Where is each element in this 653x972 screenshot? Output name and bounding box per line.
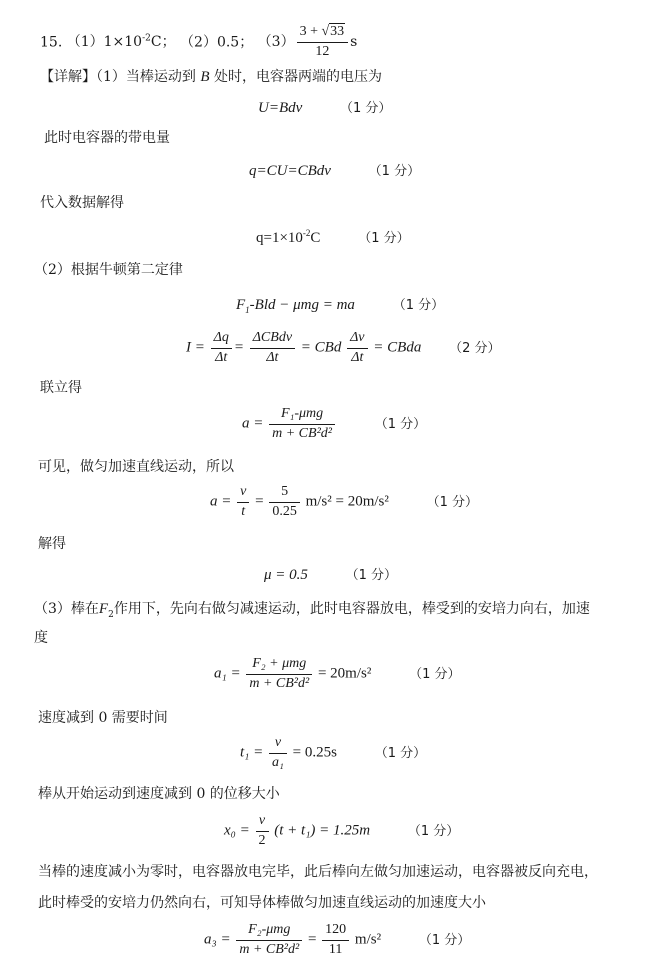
- answer-1-unit: C；: [150, 34, 176, 51]
- score-charge-value: （1 分）: [358, 231, 410, 246]
- eq-accel-frac: [269, 406, 335, 443]
- eq-current-rhs: = CBda: [373, 339, 422, 356]
- eq-current: I = $\frac{\Delta q}{\Delta t}$ = $\frac{\text{ΔCBdv}}{\Delta t}$ = CBd $\frac{\Delta v}{\Delta t}$ = CBda （2 分）: [186, 330, 501, 365]
- eq-x0-frac: [256, 813, 269, 850]
- eq-current-frac1-den: Δt: [215, 349, 228, 365]
- score-t1: （1 分）: [374, 745, 427, 761]
- answer-3: [257, 24, 358, 59]
- eq-current-lhs: I =: [186, 339, 205, 356]
- answer-2: （2）0.5；: [180, 34, 254, 51]
- eq-current-mid: = CBd: [300, 339, 342, 356]
- answer-3-sqrt: 33: [330, 24, 345, 39]
- text-solve: 解得: [38, 536, 66, 552]
- score-kinematic: （1 分）: [426, 494, 479, 510]
- text-displacement: 棒从开始运动到速度减到 0 的位移大小: [38, 786, 280, 802]
- part3-a: （3）棒在: [34, 601, 99, 617]
- eq-accel: [242, 406, 426, 443]
- eq-a3-frac2: [322, 922, 349, 959]
- eq-current-frac2: [250, 330, 295, 367]
- text-line1: 当棒的速度减小为零时，电容器放电完毕，此后棒向左做匀加速运动，电容器被反向充电，: [38, 864, 598, 880]
- eq-current-frac3: [347, 330, 367, 367]
- text-part3: [34, 600, 590, 621]
- score-charge: （1 分）: [368, 164, 421, 179]
- eq-a3-num: F₂-μmg: [236, 922, 302, 941]
- eq-x0-num: v: [256, 813, 269, 832]
- eq-kinematic: [210, 484, 478, 521]
- part3-sub: 2: [108, 609, 114, 620]
- eq-current-frac3-num: Δv: [347, 330, 367, 349]
- eq-a3-lhs: a₃ =: [204, 931, 231, 948]
- eq-newton-f: F: [236, 297, 246, 313]
- eq-current-frac2-num: ΔCBdv: [250, 330, 295, 349]
- eq-x0-rhs: (t + t₁) = 1.25m: [274, 822, 371, 839]
- eq-a1-rhs: = 20m/s²: [317, 665, 372, 682]
- detail-intro-text: （1）当棒运动到: [96, 69, 196, 85]
- eq-current-frac3-den: Δt: [351, 349, 364, 365]
- eq-kin-rhs: m/s² = 20m/s²: [305, 493, 389, 510]
- text-combine: 联立得: [40, 380, 82, 396]
- text-part3-cont: 度: [34, 630, 48, 646]
- detail-tag: 【详解】: [40, 69, 96, 85]
- eq-t1-den: a₁: [272, 754, 284, 770]
- score-current: （2 分）: [449, 340, 501, 356]
- eq-t1-rhs: = 0.25s: [292, 744, 337, 761]
- detail-intro-end: 处时，电容器两端的电压为: [214, 69, 382, 85]
- answer-1-exp: -2: [142, 33, 151, 44]
- eq-accel-num: F₁-μmg: [269, 406, 335, 425]
- score-accel: （1 分）: [374, 416, 427, 432]
- score-x0: （1 分）: [407, 823, 460, 839]
- eq-kin-frac2: [269, 484, 300, 521]
- question-number: 15.: [40, 34, 63, 51]
- eq-newton-rest: -Bld − μmg = ma: [249, 297, 355, 313]
- eq-current-frac1-num: Δq: [211, 330, 232, 349]
- eq-kin-frac2-den: 0.25: [272, 503, 297, 519]
- eq-charge-text: q=CU=CBdv: [249, 163, 331, 179]
- eq-newton: [236, 296, 444, 316]
- part3-var: F: [98, 601, 109, 617]
- answer-3-unit: s: [350, 34, 358, 51]
- detail-intro-var: B: [200, 69, 210, 85]
- eq-charge-value: [256, 228, 410, 247]
- score-newton: （1 分）: [392, 298, 445, 313]
- eq-voltage: [258, 99, 391, 117]
- text-time-to-zero: 速度减到 0 需要时间: [38, 710, 168, 726]
- answer-summary: [40, 24, 357, 61]
- eq-t1-frac: [269, 735, 287, 772]
- eq-kin-frac1-num: v: [237, 484, 249, 503]
- text-charge-intro: 此时电容器的带电量: [44, 130, 170, 146]
- eq-a3-frac: [236, 922, 302, 959]
- eq-a1-den: m + CB²d²: [249, 675, 310, 691]
- eq-a3-unit: m/s²: [354, 931, 382, 948]
- eq-t1-lhs: t₁ =: [240, 744, 264, 761]
- part3-b: 作用下，先向右做匀减速运动，此时电容器放电，棒受到的安培力向右，加速: [113, 601, 590, 617]
- eq-mu: [264, 566, 397, 584]
- eq-mu-text: μ = 0.5: [264, 567, 308, 583]
- score-voltage: （1 分）: [340, 101, 392, 116]
- eq-accel-lhs: a =: [242, 415, 264, 432]
- eq-kin-lhs: a =: [210, 493, 232, 510]
- eq-current-frac1: [211, 330, 232, 367]
- eq-charge-value-text: q=1×10: [256, 230, 303, 246]
- text-substitute: 代入数据解得: [40, 195, 124, 211]
- score-a1: （1 分）: [409, 666, 461, 682]
- eq-x0: [224, 813, 459, 850]
- eq-a1-num: F₂ + μmg: [246, 656, 312, 675]
- text-kinematic: 可见，做匀加速直线运动，所以: [38, 459, 234, 475]
- score-a3: （1 分）: [418, 932, 471, 948]
- eq-voltage-text: U=Bdv: [258, 100, 303, 116]
- eq-x0-lhs: x₀ =: [224, 822, 250, 839]
- eq-a3-frac2-den: 11: [328, 941, 343, 957]
- eq-t1-num: v: [269, 735, 287, 754]
- answer-1-text: （1）1×10: [66, 34, 143, 51]
- eq-a1-lhs: a₁ =: [214, 665, 241, 682]
- eq-charge-value-unit: C: [310, 230, 321, 246]
- answer-3-numerator: 3 + √33: [297, 24, 349, 43]
- eq-a3-frac2-num: 120: [322, 922, 349, 941]
- eq-charge-value-exp: -2: [302, 228, 311, 238]
- eq-a1: [214, 656, 460, 693]
- score-mu: （1 分）: [345, 568, 398, 583]
- detail-intro: [40, 68, 382, 86]
- eq-a1-frac: [246, 656, 312, 693]
- answer-1: [67, 34, 176, 50]
- answer-3-fraction: [297, 24, 349, 61]
- answer-3-label: （3）: [257, 34, 295, 51]
- eq-current-frac2-den: Δt: [266, 349, 279, 365]
- eq-accel-den: m + CB²d²: [272, 425, 332, 441]
- eq-a3-eq: =: [307, 931, 317, 948]
- eq-kin-frac1-den: t: [241, 503, 246, 519]
- eq-t1: [240, 735, 426, 772]
- answer-3-denominator: 12: [315, 43, 330, 59]
- eq-a3-den: m + CB²d²: [239, 941, 300, 957]
- eq-x0-den: 2: [258, 832, 266, 848]
- text-line2: 此时棒受的安培力仍然向右，可知导体棒做匀加速直线运动的加速度大小: [38, 895, 486, 911]
- eq-charge: [249, 162, 420, 180]
- eq-newton-sub: 1: [245, 305, 250, 315]
- answer-3-num-a: 3 +: [299, 24, 322, 39]
- text-part2: （2）根据牛顿第二定律: [34, 262, 183, 278]
- eq-kin-eq: =: [255, 493, 264, 510]
- eq-a3: [204, 922, 470, 959]
- eq-kin-frac1: [237, 484, 249, 521]
- eq-kin-frac2-num: 5: [269, 484, 300, 503]
